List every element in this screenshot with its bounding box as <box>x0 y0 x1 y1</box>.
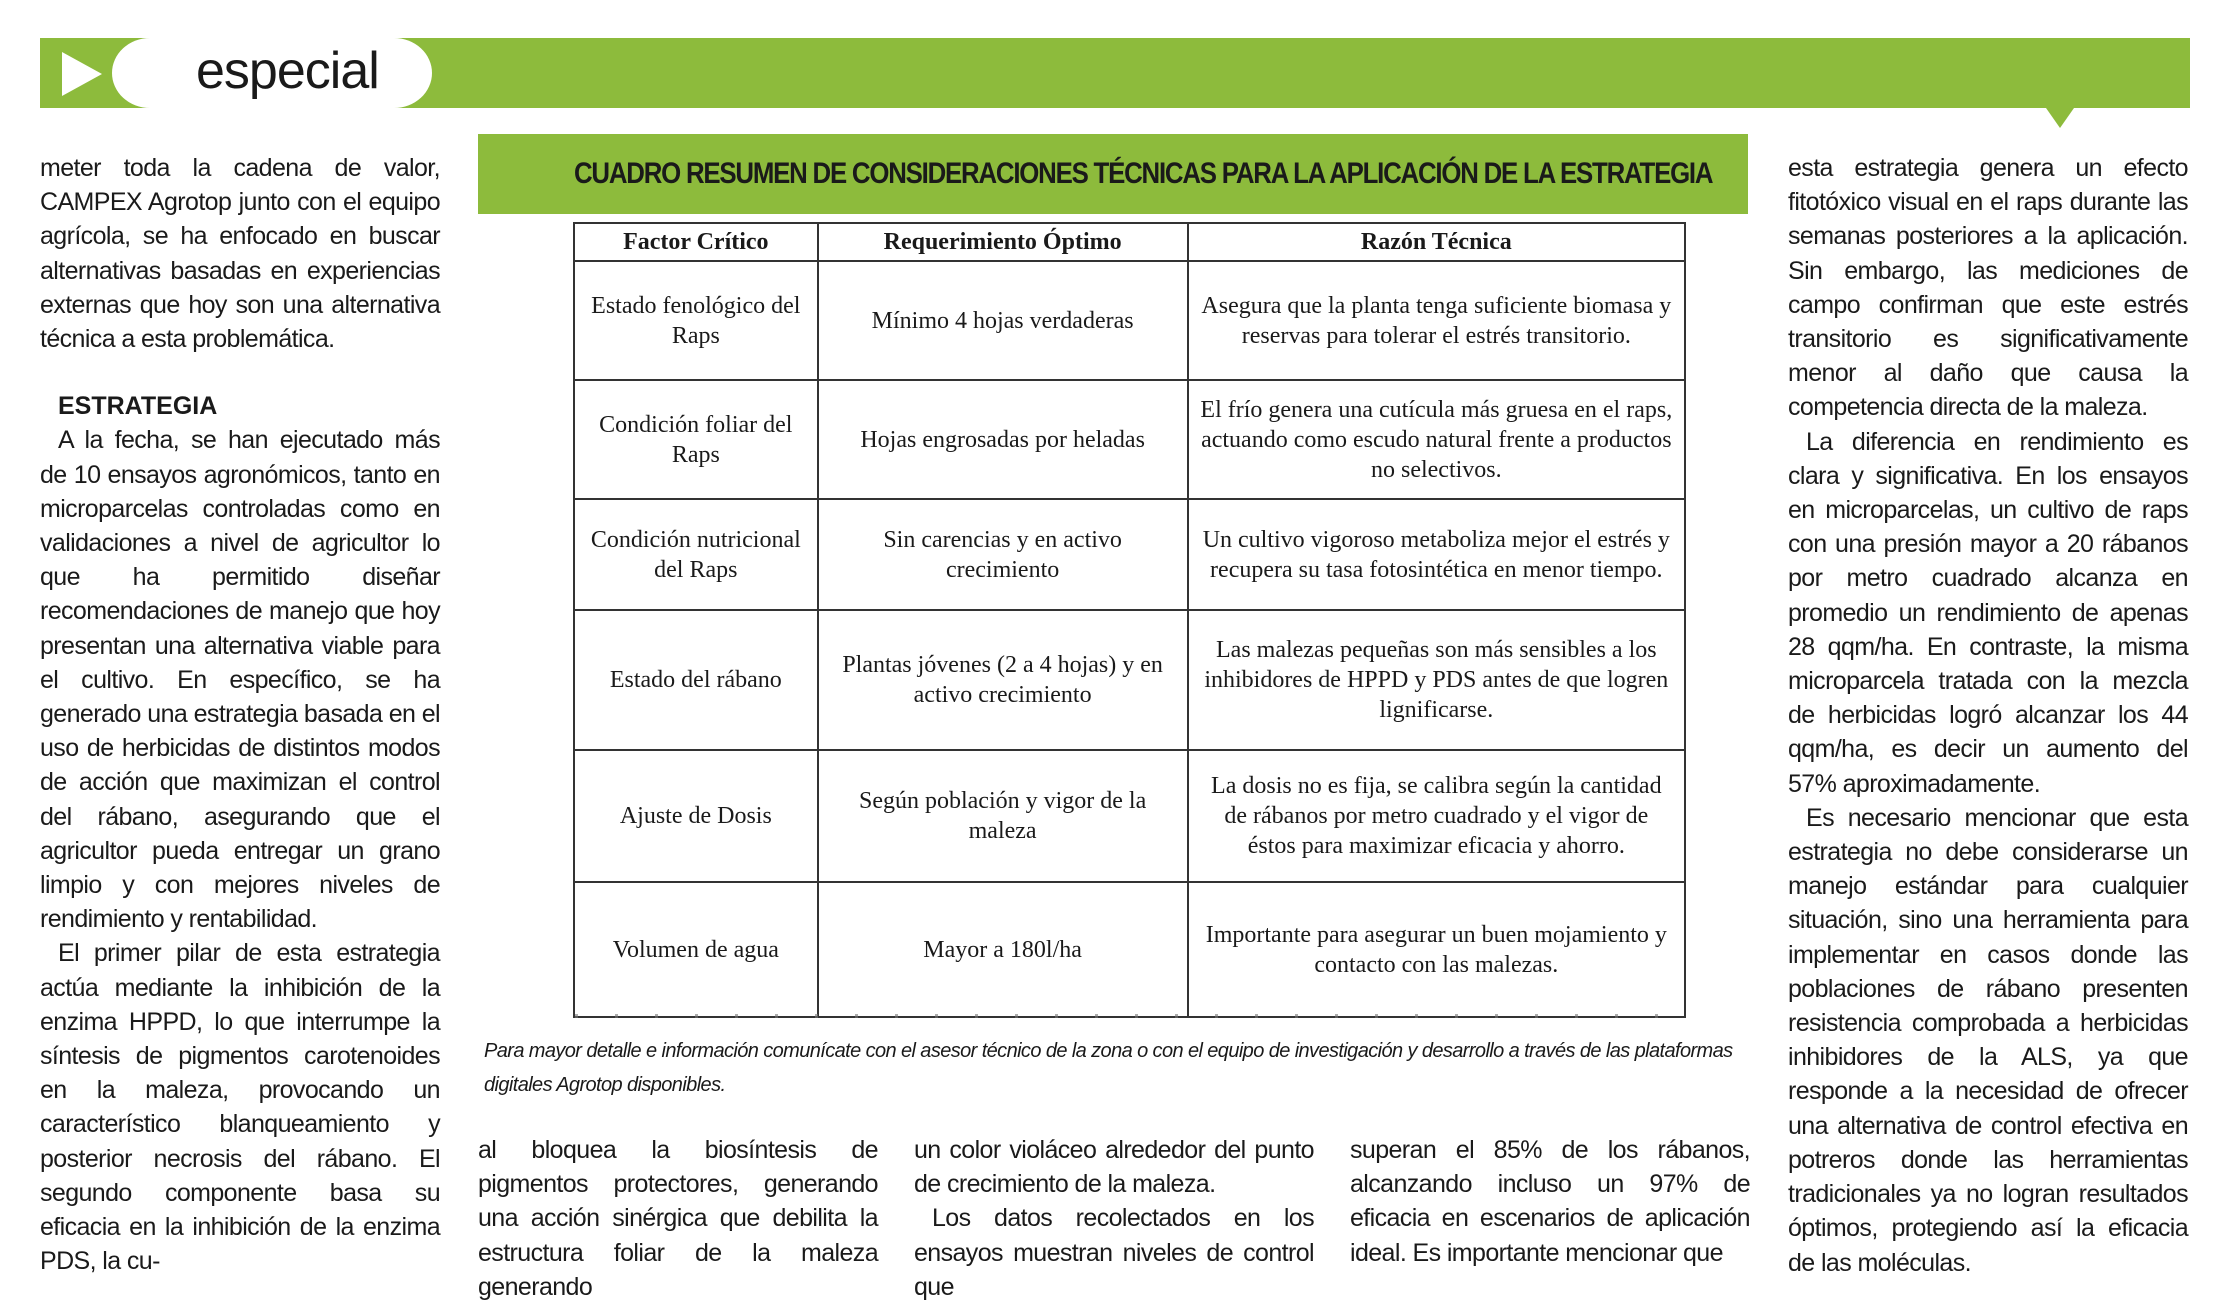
column1-paragraph-1: A la fecha, se han ejecutado más de 10 ensayos agronómicos, tanto en microparcelas controladas como en validaciones a nivel de agricultor lo que ha permitido diseñar recomendaciones de manejo que hoy presentan una alternativa viable para el cultivo. En específico, se ha generado una estrategia basada en el uso de herbicidas de distintos modos de acción que maximizan el control del rábano, asegurando que el agricultor pueda entregar un grano limpio y con mejores niveles de rendimiento y rentabilidad. <box>40 426 440 934</box>
reason-cell: La dosis no es fija, se calibra según la cantidad de rábanos por metro cuadrado y el vigor de éstos para maximizar eficacia y ahorro. <box>1188 750 1685 882</box>
article-column-1 <box>40 151 440 1279</box>
table-row <box>574 610 1685 750</box>
factor-cell: Ajuste de Dosis <box>574 750 818 882</box>
requirement-cell: Mayor a 180l/ha <box>818 882 1188 1017</box>
summary-table <box>573 222 1686 1018</box>
requirement-cell: Sin carencias y en activo crecimiento <box>818 499 1188 610</box>
article-column-3b <box>1350 1133 1750 1270</box>
factor-cell: Condición foliar del Raps <box>574 380 818 499</box>
column-header: Requerimiento Óptimo <box>818 223 1188 261</box>
strategy-heading: ESTRATEGIA <box>58 392 218 421</box>
table-row <box>574 380 1685 499</box>
reason-cell: El frío genera una cutícula más gruesa en el raps, actuando como escudo natural frente a productos no selectivos. <box>1188 380 1685 499</box>
summary-box-title: CUADRO RESUMEN DE CONSIDERACIONES TÉCNICAS PARA LA APLICACIÓN DE LA ESTRATEGIA <box>574 157 1713 190</box>
requirement-cell: Mínimo 4 hojas verdaderas <box>818 261 1188 380</box>
reason-cell: Las malezas pequeñas son más sensibles a los inhibidores de HPPD y PDS antes de que logren lignificarse. <box>1188 610 1685 750</box>
section-title: especial <box>196 42 379 100</box>
article-column-2 <box>478 1133 878 1304</box>
factor-cell: Condición nutricional del Raps <box>574 499 818 610</box>
requirement-cell: Hojas engrosadas por heladas <box>818 380 1188 499</box>
column3b-text: superan el 85% de los rábanos, alcanzando incluso un 97% de eficacia en escenarios de aplicación ideal. Es importante mencionar que <box>1350 1136 1750 1267</box>
column4-paragraph-2: La diferencia en rendimiento es clara y significativa. En los ensayos en microparcelas, un cultivo de raps con una presión mayor a 20 rábanos por metro cuadrado alcanza en promedio un rendimiento de apenas 28 qqm/ha. En contraste, la misma microparcela tratada con la mezcla de herbicidas logró alcanzar los 44 qqm/ha, es decir un aumento del 57% aproximadamente. <box>1788 427 2188 798</box>
summary-box-caption: Para mayor detalle e información comunícate con el asesor técnico de la zona o con el equipo de investigación y desarrollo a través de las plataformas digitales Agrotop disponibles. <box>484 1040 1733 1096</box>
article-column-4 <box>1788 151 2188 1280</box>
column1-paragraph-2: El primer pilar de esta estrategia actúa mediante la inhibición de la enzima HPPD, lo que interrumpe la síntesis de pigmentos carotenoides en la maleza, provocando un característico blanqueamiento y posterior necrosis del rábano. El segundo componente basa su eficacia en la inhibición de la enzima PDS, la cu- <box>40 939 440 1276</box>
table-row <box>574 882 1685 1017</box>
table-row <box>574 750 1685 882</box>
column3-text-a: un color violáceo alrededor del punto de crecimiento de la maleza. <box>914 1136 1314 1199</box>
reason-cell: Importante para asegurar un buen mojamiento y contacto con las malezas. <box>1188 882 1685 1017</box>
column4-paragraph-1: esta estrategia genera un efecto fitotóxico visual en el raps durante las semanas posteriores a la aplicación. Sin embargo, las mediciones de campo confirman que este estrés transitorio es significativamente menor al daño que causa la competencia directa de la maleza. <box>1788 154 2188 422</box>
requirement-cell: Plantas jóvenes (2 a 4 hojas) y en activo crecimiento <box>818 610 1188 750</box>
table-row <box>574 261 1685 380</box>
factor-cell: Estado del rábano <box>574 610 818 750</box>
column-header: Razón Técnica <box>1188 223 1685 261</box>
article-column-3 <box>914 1133 1314 1304</box>
table-row <box>574 499 1685 610</box>
requirement-cell: Según población y vigor de la maleza <box>818 750 1188 882</box>
table-header-row <box>574 223 1685 261</box>
header-notch-icon <box>2046 108 2074 128</box>
summary-box-header <box>478 134 1748 214</box>
reason-cell: Un cultivo vigoroso metaboliza mejor el estrés y recupera su tasa fotosintética en menor tiempo. <box>1188 499 1685 610</box>
factor-cell: Estado fenológico del Raps <box>574 261 818 380</box>
column4-paragraph-3: Es necesario mencionar que esta estrategia no debe considerarse un manejo estándar para cualquier situación, sino una herramienta para implementar en casos donde las poblaciones de rábano presenten resistencia comprobada a herbicidas inhibidores de la ALS, ya que responde a la necesidad de ofrecer una alternativa de control efectiva en potreros donde las herramientas tradicionales ya no logran resultados óptimos, protegiendo así la eficacia de las moléculas. <box>1788 803 2188 1277</box>
column1-intro: meter toda la cadena de valor, CAMPEX Agrotop junto con el equipo agrícola, se ha enfocado en buscar alternativas basadas en experiencias externas que hoy son una alternativa técnica a esta problemática. <box>40 154 440 354</box>
column-header: Factor Crítico <box>574 223 818 261</box>
column2-text: al bloquea la biosíntesis de pigmentos protectores, generando una acción sinérgica que debilita la estructura foliar de la maleza generando <box>478 1136 878 1301</box>
play-arrow-icon <box>62 52 102 96</box>
reason-cell: Asegura que la planta tenga suficiente biomasa y reservas para tolerar el estrés transitorio. <box>1188 261 1685 380</box>
factor-cell: Volumen de agua <box>574 882 818 1017</box>
table-bottom-divider <box>575 1014 1683 1018</box>
column3-text-b: Los datos recolectados en los ensayos muestran niveles de control que <box>914 1204 1314 1301</box>
